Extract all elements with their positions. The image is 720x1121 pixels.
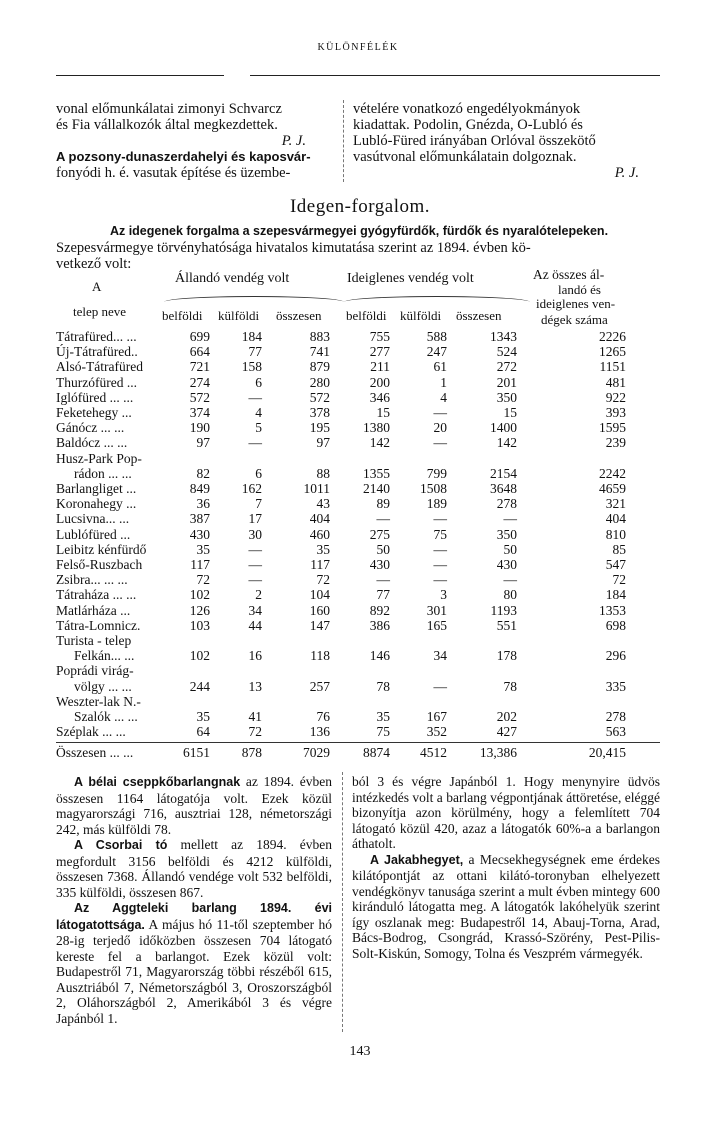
table-cell: 335 xyxy=(605,678,626,694)
table-cell: 386 xyxy=(369,617,390,633)
total-cell: 7029 xyxy=(303,745,330,761)
row-name: Weszter-lak N.- xyxy=(56,693,141,709)
table-cell: 280 xyxy=(309,374,330,390)
col-head-osszes-1: Az összes ál- xyxy=(533,267,605,282)
table-cell: 4 xyxy=(440,389,447,405)
table-cell: 118 xyxy=(310,648,330,664)
total-cell: 8874 xyxy=(363,745,390,761)
col-head-belfoldi: belföldi xyxy=(346,308,387,323)
table-cell: 202 xyxy=(496,709,517,724)
table-cell: 190 xyxy=(189,420,210,436)
paragraph-text: mellett az 1894. évben megfordult 3156 belföldi és 4212 külföldi, összesen 7368. Állandó vendége volt 532 belföldi, 335 külföldi, összesen 867. xyxy=(56,837,332,900)
table-cell: 34 xyxy=(433,648,447,664)
group-brace-allando xyxy=(164,296,344,303)
col-head-kulfoldi: külföldi xyxy=(400,308,442,323)
table-cell: 17 xyxy=(248,511,262,527)
table-cell: 2140 xyxy=(363,481,390,496)
table-cell: 1595 xyxy=(599,420,626,436)
table-cell: 5 xyxy=(255,420,262,436)
table-cell: 3648 xyxy=(490,481,517,496)
text-line: kiadattak. Podolin, Gnézda, O-Lubló és xyxy=(353,117,583,133)
table-cell: 430 xyxy=(369,557,390,572)
table-cell: 75 xyxy=(433,526,447,542)
paragraph-heading: Az Aggteleki barlang 1894. évi látogatottsága. xyxy=(56,901,332,932)
table-cell: 158 xyxy=(241,359,262,375)
table-cell: 16 xyxy=(248,648,262,664)
table-cell: 189 xyxy=(426,496,447,512)
table-cell: 572 xyxy=(189,389,210,405)
table-cell: 102 xyxy=(189,587,210,603)
group-brace-ideiglenes xyxy=(344,296,530,303)
text-line: és Fia vállalkozók által megkezdettek. xyxy=(56,117,278,133)
table-cell: 162 xyxy=(241,481,262,496)
paragraph xyxy=(56,837,332,900)
table-cell: 883 xyxy=(309,329,330,344)
signature: P. J. xyxy=(281,133,306,149)
total-row-name: Összesen ... ... xyxy=(56,745,134,761)
table-cell: 1508 xyxy=(420,481,447,496)
table-cell: 879 xyxy=(309,359,330,375)
table-cell: 378 xyxy=(309,405,330,420)
column-divider xyxy=(342,772,343,1032)
table-cell: 184 xyxy=(241,329,262,344)
table-cell: 76 xyxy=(316,709,330,724)
row-name: Gánócz ... ... xyxy=(56,420,125,436)
row-name: Baldócz ... ... xyxy=(56,435,128,451)
table-cell: 72 xyxy=(248,724,262,740)
table-cell: 195 xyxy=(309,420,330,436)
table-cell: 524 xyxy=(496,344,517,360)
table-cell: 278 xyxy=(496,496,517,512)
total-cell: 13,386 xyxy=(479,745,517,761)
bottom-right-column xyxy=(352,774,660,961)
table-cell: 50 xyxy=(376,541,390,557)
total-cell: 6151 xyxy=(183,745,210,761)
table-cell: 13 xyxy=(248,678,262,694)
table-cell: 61 xyxy=(433,359,447,375)
row-name: Tátrafüred... ... xyxy=(56,329,137,344)
col-head-telep-b: telep neve xyxy=(73,304,127,319)
table-cell: 2242 xyxy=(599,465,626,481)
table-cell: 350 xyxy=(496,526,517,542)
table-cell: — xyxy=(376,511,390,527)
table-cell: 1193 xyxy=(490,602,517,618)
table-cell: 15 xyxy=(376,405,390,420)
table-cell: 387 xyxy=(189,511,210,527)
table-cell: 257 xyxy=(309,678,330,694)
table-cell: 272 xyxy=(496,359,517,375)
table-cell: 799 xyxy=(426,465,447,481)
table-cell: 2154 xyxy=(490,465,517,481)
table-cell: 278 xyxy=(605,709,626,724)
col-head-osszes-4: dégek száma xyxy=(541,312,608,327)
table-cell: 20 xyxy=(433,420,447,436)
table-cell: 572 xyxy=(309,389,330,405)
row-name: Husz-Park Pop- xyxy=(56,450,142,466)
row-name: Lucsivna... ... xyxy=(56,511,130,527)
table-cell: 721 xyxy=(189,359,210,375)
table-cell: 404 xyxy=(605,511,626,527)
table-cell: 117 xyxy=(310,557,330,572)
table-cell: 427 xyxy=(496,724,517,740)
table-cell: — xyxy=(248,557,262,572)
header-rule-left xyxy=(56,75,224,76)
row-name: Tátra-Lomnicz. xyxy=(56,617,141,633)
row-name: Turista - telep xyxy=(56,633,132,648)
table-cell: 849 xyxy=(189,481,210,496)
table-cell: 35 xyxy=(196,541,210,557)
header-rule-right xyxy=(250,75,660,76)
table-cell: 72 xyxy=(316,572,330,588)
table-cell: 30 xyxy=(248,526,262,542)
table-cell: 136 xyxy=(309,724,330,740)
total-cell: 878 xyxy=(241,745,262,761)
table-cell: 664 xyxy=(189,344,210,360)
table-cell: 1353 xyxy=(599,602,626,618)
table-cell: 1 xyxy=(440,374,447,390)
row-name: Új-Tátrafüred.. xyxy=(56,344,138,360)
top-right-column xyxy=(353,101,659,181)
col-head-osszes-3: ideiglenes ven- xyxy=(536,296,616,311)
paragraph xyxy=(352,852,660,962)
running-header: KÜLÖNFÉLÉK xyxy=(317,42,399,53)
table-cell: 346 xyxy=(369,389,390,405)
col-head-kulfoldi: külföldi xyxy=(218,308,260,323)
paragraph-text: A május hó 11-től szeptember hó 28-ig terjedő időközben összesen 704 látogató kereste fel a barlangot. Ezek közül volt: Budapestről 71, Magyarország többi részéből 615, Ausztriából 7, Németországból 3, Oroszországból 2, Oláhországból 2, Amerikából 3 és végre Japánból 1. xyxy=(56,916,332,1026)
table-cell: 301 xyxy=(426,602,447,618)
row-name: Poprádi virág- xyxy=(56,663,134,679)
table-cell: — xyxy=(503,511,517,527)
col-head-osszesen: összesen xyxy=(456,308,502,323)
table-cell: — xyxy=(433,435,447,451)
table-cell: 741 xyxy=(309,344,330,360)
table-cell: 2226 xyxy=(599,329,626,344)
paragraph-text: a Mecsekhegységnek eme érdekes kilátópontját az ottani kilátó-toronyban elhelyezett vendégkönyv tanusága szerint a mult évben mintegy 600 kiránduló látogatta meg. A látogatók lakóhelyük szerint így oszlanak meg: Budapestről 14, Abauj-Torna, Arad, Bács-Bodrog, Csongrád, Krassó-Szörény, Pest-Pilis-Solt-Kiskún, Somogy, Tolna és Veszprém vármegyék. xyxy=(352,851,660,961)
row-name-cont: Felkán... ... xyxy=(74,648,135,664)
table-cell: 6 xyxy=(255,374,262,390)
table-cell: 352 xyxy=(426,724,447,740)
table-cell: 34 xyxy=(248,602,262,618)
table-cell: 142 xyxy=(369,435,390,451)
table-cell: 404 xyxy=(309,511,330,527)
table-cell: 103 xyxy=(189,617,210,633)
table-cell: 15 xyxy=(503,405,517,420)
row-name: Leibitz kénfürdő xyxy=(56,541,147,557)
row-name: Koronahegy ... xyxy=(56,496,137,512)
paragraph xyxy=(56,774,332,837)
table-cell: 7 xyxy=(255,496,262,512)
col-head-ideiglenes: Ideiglenes vendég volt xyxy=(347,271,474,286)
paragraph-text: az 1894. évben összesen 1164 látogatója volt. Ezek közül magyarországi 716, ausztriai 128, németországi 242, más külföldi 78. xyxy=(56,774,332,837)
table-cell: 200 xyxy=(369,374,390,390)
table-cell: — xyxy=(433,541,447,557)
table-cell: 104 xyxy=(309,587,330,603)
table-cell: 117 xyxy=(190,557,210,572)
table-cell: — xyxy=(433,511,447,527)
row-name: Lublófüred ... xyxy=(56,526,131,542)
table-cell: — xyxy=(433,405,447,420)
row-name: Széplak ... ... xyxy=(56,724,126,740)
table-cell: 1265 xyxy=(599,344,626,360)
table-cell: 72 xyxy=(196,572,210,588)
table-cell: 277 xyxy=(369,344,390,360)
table-cell: — xyxy=(433,557,447,572)
row-name: Barlangliget ... xyxy=(56,481,137,496)
table-cell: 1151 xyxy=(599,359,626,375)
table-cell: 374 xyxy=(189,405,210,420)
row-name-cont: völgy ... ... xyxy=(74,678,132,694)
top-left-column xyxy=(56,101,336,181)
text-line: vonal előmunkálatai zimonyi Schvarcz xyxy=(56,101,282,117)
intro-line: vetkező volt: xyxy=(56,256,132,272)
table-cell: 551 xyxy=(496,617,517,633)
intro-line: Szepesvármegye törvényhatósága hivatalos kimutatása szerint az 1894. évben kö- xyxy=(56,240,531,256)
table-cell: 64 xyxy=(196,724,210,740)
col-head-belfoldi: belföldi xyxy=(162,308,203,323)
table-cell: 430 xyxy=(189,526,210,542)
table-cell: 72 xyxy=(612,572,626,588)
table-cell: 699 xyxy=(189,329,210,344)
table-cell: 588 xyxy=(426,329,447,344)
table-cell: — xyxy=(433,678,447,694)
table-cell: — xyxy=(248,541,262,557)
table-title: Az idegenek forgalma a szepesvármegyei gyógyfürdők, fürdők és nyaralótelepeken. xyxy=(109,224,609,238)
row-name: Tátraháza ... ... xyxy=(56,587,137,603)
table-cell: — xyxy=(503,572,517,588)
table-cell: 922 xyxy=(605,389,626,405)
table-cell: 146 xyxy=(369,648,390,664)
column-divider xyxy=(343,100,344,182)
table-cell: 1380 xyxy=(363,420,390,436)
table-cell: 88 xyxy=(316,465,330,481)
table-cell: 41 xyxy=(248,709,262,724)
text-line: Lubló-Füred irányában Orlóval összekötő xyxy=(353,133,596,149)
table-cell: 3 xyxy=(440,587,447,603)
table-cell: 165 xyxy=(426,617,447,633)
table-cell: 296 xyxy=(605,648,626,664)
table-cell: 167 xyxy=(426,709,447,724)
col-head-telep-a: A xyxy=(92,279,102,294)
table-cell: 80 xyxy=(503,587,517,603)
row-name: Matlárháza ... xyxy=(56,602,131,618)
table-cell: 184 xyxy=(605,587,626,603)
row-name: Feketehegy ... xyxy=(56,405,132,420)
table-cell: 147 xyxy=(309,617,330,633)
table-cell: 1011 xyxy=(303,481,330,496)
table-cell: 82 xyxy=(196,465,210,481)
table-cell: — xyxy=(248,572,262,588)
row-name: Alsó-Tátrafüred xyxy=(56,359,143,375)
table-cell: 178 xyxy=(496,648,517,664)
table-cell: 4 xyxy=(255,405,262,420)
table-cell: 2 xyxy=(255,587,262,603)
table-cell: 35 xyxy=(196,709,210,724)
paragraph: ból 3 és végre Japánból 1. Hogy menynyire üdvös intézkedés volt a barlang végpontjának áttöretése, eléggé bizonyítja azon körülmény, hogy a felemlített 704 látogató közül 420, azaz a látogatók 60%-a a barlangon áthatolt. xyxy=(352,774,660,851)
signature: P. J. xyxy=(614,165,639,181)
table-cell: 430 xyxy=(496,557,517,572)
table-cell: 97 xyxy=(316,435,330,451)
col-head-allando: Állandó vendég volt xyxy=(175,271,290,286)
table-cell: 321 xyxy=(605,496,626,512)
table-cell: 892 xyxy=(369,602,390,618)
table-cell: 44 xyxy=(248,617,262,633)
table-cell: 77 xyxy=(248,344,262,360)
table-cell: 698 xyxy=(605,617,626,633)
table-cell: 211 xyxy=(370,359,390,375)
table-cell: 1400 xyxy=(490,420,517,436)
text-line: fonyódi h. é. vasutak építése és üzembe- xyxy=(56,165,291,181)
section-title: Idegen-forgalom. xyxy=(289,196,431,217)
table-cell: 247 xyxy=(426,344,447,360)
table-cell: — xyxy=(433,572,447,588)
total-cell: 4512 xyxy=(420,745,447,761)
table-cell: 78 xyxy=(503,678,517,694)
table-cell: — xyxy=(376,572,390,588)
table-cell: 244 xyxy=(189,678,210,694)
total-rule xyxy=(56,742,660,743)
row-name: Felső-Ruszbach xyxy=(56,557,143,572)
table-cell: 126 xyxy=(189,602,210,618)
bottom-left-column xyxy=(56,774,332,1026)
table-cell: — xyxy=(248,435,262,451)
table-cell: 78 xyxy=(376,678,390,694)
table-cell: 36 xyxy=(196,496,210,512)
table-cell: 1343 xyxy=(490,329,517,344)
table-cell: 43 xyxy=(316,496,330,512)
table-cell: 274 xyxy=(189,374,210,390)
table-cell: 1355 xyxy=(363,465,390,481)
table-cell: 6 xyxy=(255,465,262,481)
row-name: Zsibra... ... ... xyxy=(56,572,128,588)
table-cell: 393 xyxy=(605,405,626,420)
row-name: Iglófüred ... ... xyxy=(56,389,134,405)
total-cell: 20,415 xyxy=(588,745,626,761)
table-cell: 75 xyxy=(376,724,390,740)
text-line: vételére vonatkozó engedélyokmányok xyxy=(353,101,581,117)
table-cell: 755 xyxy=(369,329,390,344)
page-number: 143 xyxy=(349,1044,371,1059)
paragraph-heading: A pozsony-dunaszerdahelyi és kaposvár- xyxy=(56,149,311,164)
table-cell: — xyxy=(248,389,262,405)
table-cell: 89 xyxy=(376,496,390,512)
table-cell: 547 xyxy=(605,557,626,572)
text-line: vasútvonal előmunkálatain dolgoznak. xyxy=(353,149,577,165)
table-cell: 460 xyxy=(309,526,330,542)
row-name: Thurzófüred ... xyxy=(56,374,137,390)
table-cell: 85 xyxy=(612,541,626,557)
table-cell: 563 xyxy=(605,724,626,740)
table-cell: 481 xyxy=(605,374,626,390)
table-cell: 201 xyxy=(496,374,517,390)
table-cell: 810 xyxy=(605,526,626,542)
table-cell: 77 xyxy=(376,587,390,603)
row-name-cont: Szalók ... ... xyxy=(74,709,138,724)
table-cell: 4659 xyxy=(599,481,626,496)
table-cell: 239 xyxy=(605,435,626,451)
paragraph-heading: A Csorbai tó xyxy=(74,838,168,852)
col-head-osszes-2: landó és xyxy=(558,282,601,297)
row-name-cont: rádon ... ... xyxy=(74,465,132,481)
table-cell: 35 xyxy=(316,541,330,557)
table-cell: 142 xyxy=(496,435,517,451)
paragraph xyxy=(56,900,332,1026)
paragraph-heading: A Jakabhegyet, xyxy=(370,852,464,867)
table-cell: 50 xyxy=(503,541,517,557)
table-cell: 102 xyxy=(189,648,210,664)
table-cell: 160 xyxy=(309,602,330,618)
table-cell: 35 xyxy=(376,709,390,724)
table-cell: 97 xyxy=(196,435,210,451)
col-head-osszesen: összesen xyxy=(276,308,322,323)
table-cell: 275 xyxy=(369,526,390,542)
paragraph-heading: A bélai cseppkőbarlangnak xyxy=(74,775,241,789)
table-cell: 350 xyxy=(496,389,517,405)
